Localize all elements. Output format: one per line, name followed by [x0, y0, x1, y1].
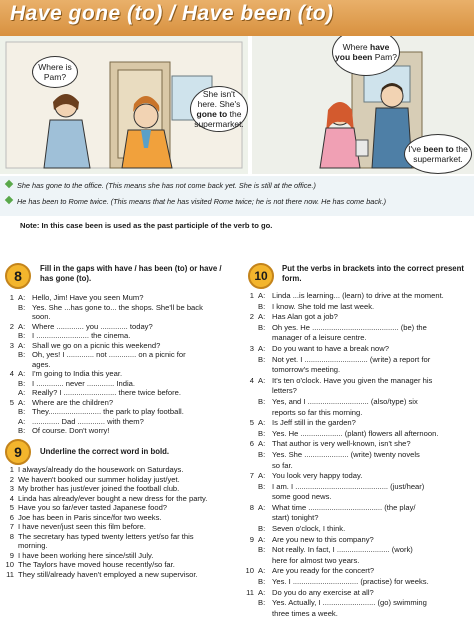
line-text: Not yet. I .............................. (write) a report for — [272, 354, 431, 364]
ex8-line — [4, 331, 236, 341]
speaker-label: A: — [258, 312, 266, 322]
ex9-line — [4, 465, 236, 475]
speaker-label: B: — [18, 302, 26, 312]
ex8-line — [4, 322, 236, 332]
speaker-label: A: — [258, 375, 266, 385]
line-text: I always/already do the housework on Saturdays. — [18, 465, 184, 474]
line-text: They......................... the park to play football. — [32, 407, 184, 416]
line-text: Yes. She ...has gone to... the shops. She'll be back — [32, 302, 203, 312]
ex10-line — [244, 566, 472, 577]
ex10-line — [244, 386, 472, 397]
speaker-label: B: — [258, 577, 266, 587]
line-text: here for almost two years. — [272, 555, 360, 565]
ex10-line — [244, 291, 472, 302]
line-text: reports so far this morning. — [272, 407, 363, 417]
line-text: Are you ready for the concert? — [272, 566, 375, 576]
item-number: 1 — [9, 293, 14, 302]
ex10-line — [244, 461, 472, 472]
ex10-line — [244, 545, 472, 556]
exercise-9-list — [4, 465, 236, 579]
ex9-line — [4, 522, 236, 532]
item-number: 10 — [5, 560, 14, 569]
item-number: 11 — [246, 587, 254, 597]
item-number: 11 — [6, 569, 14, 579]
bullet-diamond-icon — [5, 196, 13, 204]
ex10-line — [244, 482, 472, 493]
exercise-10-number-badge: 10 — [248, 263, 274, 289]
speaker-label: A: — [258, 534, 266, 544]
item-number: 7 — [249, 471, 254, 481]
speaker-label: B: — [258, 322, 266, 332]
item-number: 3 — [9, 484, 14, 493]
ex10-line — [244, 450, 472, 461]
speech-bubble-been-to — [404, 134, 472, 174]
line-text: I ............. never ............. India. — [32, 378, 135, 388]
ex10-line — [244, 397, 472, 408]
speaker-label: A: — [18, 397, 26, 407]
speaker-label: B: — [258, 524, 266, 534]
ex8-line — [4, 369, 236, 379]
item-number: 9 — [249, 534, 254, 544]
ex10-line — [244, 535, 472, 546]
line-text: The Taylors have moved house recently/so far. — [18, 560, 175, 569]
line-text: Yes. She ..................... (write) twenty novels — [272, 449, 420, 459]
illustration-right — [252, 36, 474, 174]
line-text: Shall we go on a picnic this weekend? — [32, 340, 161, 350]
ex10-line — [244, 556, 472, 567]
line-text: The secretary has typed twenty letters yet/so far this — [18, 531, 194, 541]
ex10-line — [244, 588, 472, 599]
ex10-line — [244, 429, 472, 440]
item-number: 7 — [9, 522, 14, 531]
speaker-label: B: — [258, 354, 266, 364]
exercise-8-instructions: Fill in the gaps with have / has been (to) or have / has gone (to). — [40, 264, 222, 283]
item-number: 5 — [249, 418, 254, 428]
line-text: Oh, yes! I ............. not ............. on a picnic for — [32, 350, 186, 359]
line-text: some good news. — [272, 492, 332, 502]
line-text: Really? I ......................... there twice before. — [32, 388, 181, 397]
item-number: 1 — [249, 291, 254, 300]
line-text: I am. I ............................................ (just/hear) — [272, 481, 425, 491]
exercise-8-list — [4, 293, 236, 436]
ex10-line — [244, 598, 472, 609]
ex10-line — [244, 513, 472, 524]
bubble-text: Where is Pam? — [38, 62, 72, 82]
line-text: My brother has just/ever joined the football club. — [18, 484, 180, 493]
ex8-line — [4, 293, 236, 303]
explanation-been-to: He has been to Rome twice. (This means that he has visited Rome twice; he is not there now. He has come back.) — [6, 197, 386, 206]
ex8-line — [4, 398, 236, 408]
ex8-line — [4, 379, 236, 389]
line-text: Of course. Don't worry! — [32, 426, 110, 435]
line-text: Oh yes. He ......................................... (be) the — [272, 322, 427, 332]
speech-bubble-where-is-pam — [32, 56, 78, 88]
line-text: Is Jeff still in the garden? — [272, 418, 356, 428]
line-text: I'm going to India this year. — [32, 369, 123, 378]
item-number: 6 — [249, 439, 254, 449]
line-text: Yes. He .................... (plant) flowers all afternoon. — [272, 428, 439, 438]
line-text: Joe has been in Paris since/for two weeks. — [18, 512, 162, 522]
ex10-line — [244, 408, 472, 419]
ex8-line — [4, 407, 236, 417]
page-title: Have gone (to) / Have been (to) — [10, 2, 334, 25]
item-number: 3 — [249, 343, 254, 353]
speaker-label: B: — [258, 449, 266, 459]
speaker-label: B: — [258, 545, 266, 555]
speaker-label: B: — [258, 396, 266, 406]
speaker-label: A: — [258, 343, 266, 353]
item-number: 2 — [249, 312, 254, 322]
item-number: 4 — [9, 369, 14, 378]
ex10-line — [244, 355, 472, 366]
line-text: What time ................................... (the play/ — [272, 502, 416, 512]
line-text: That author is very well-known, isn't she? — [272, 439, 411, 449]
speaker-label: B: — [258, 598, 266, 608]
illustration-left — [0, 36, 248, 174]
speaker-label: B: — [18, 331, 26, 340]
line-text: Yes. Actually, I ......................... (go) swimming — [272, 598, 427, 608]
ex10-line — [244, 333, 472, 344]
ex10-line — [244, 376, 472, 387]
item-number: 10 — [245, 566, 254, 576]
speaker-label: B: — [18, 407, 26, 416]
line-text: ............. Dad ............. with them? — [32, 416, 144, 426]
ex10-line — [244, 312, 472, 323]
line-text: It's ten o'clock. Have you given the manager his — [272, 375, 433, 385]
item-number: 8 — [249, 502, 254, 512]
line-text: We haven't booked our summer holiday just/yet. — [18, 474, 180, 484]
speaker-label: A: — [18, 416, 26, 426]
exercise-10-list — [244, 291, 472, 619]
speaker-label: A: — [258, 291, 266, 300]
exercise-9-instructions: Underline the correct word in bold. — [40, 447, 170, 456]
item-number: 8 — [9, 531, 14, 541]
item-number: 1 — [9, 465, 14, 474]
line-text: They still/already haven't employed a new supervisor. — [18, 569, 198, 579]
ex9-line — [4, 532, 236, 542]
speech-bubble-gone-to — [190, 86, 248, 132]
bubble-text: Where have you been Pam? — [335, 42, 397, 62]
ex10-line — [244, 323, 472, 334]
ex9-line — [4, 484, 236, 494]
ex8-line — [4, 360, 236, 370]
ex8-line — [4, 388, 236, 398]
speaker-label: B: — [18, 350, 26, 359]
line-text: Linda ...is learning... (learn) to drive at the moment. — [272, 291, 444, 300]
item-number: 3 — [9, 340, 14, 350]
speaker-label: A: — [258, 566, 266, 576]
ex9-line — [4, 503, 236, 513]
ex10-line — [244, 492, 472, 503]
item-number: 4 — [9, 493, 14, 503]
ex10-line — [244, 439, 472, 450]
ex8-line — [4, 312, 236, 322]
grammar-note: Note: In this case been is used as the past participle of the verb to go. — [20, 221, 273, 230]
line-text: Has Alan got a job? — [272, 312, 338, 322]
line-text: I have never/just seen this film before. — [18, 522, 146, 531]
line-text: I ......................... the cinema. — [32, 331, 131, 340]
line-text: manager of a leisure centre. — [272, 333, 367, 343]
line-text: letters? — [272, 386, 297, 396]
ex8-line — [4, 303, 236, 313]
line-text: Not really. In fact, I ......................... (work) — [272, 545, 413, 555]
ex9-line — [4, 513, 236, 523]
exercise-8-number-badge: 8 — [5, 263, 31, 289]
item-number: 2 — [9, 321, 14, 331]
line-text: Yes. I ............................... (practise) for weeks. — [272, 577, 429, 587]
ex10-line — [244, 418, 472, 429]
item-number: 9 — [9, 550, 14, 560]
ex9-line — [4, 560, 236, 570]
ex8-line — [4, 426, 236, 436]
title-bar — [0, 0, 474, 36]
line-text: I have been working here since/still July. — [18, 550, 154, 560]
bullet-diamond-icon — [5, 180, 13, 188]
line-text: ages. — [32, 359, 51, 369]
ex9-line — [4, 570, 236, 580]
ex8-line — [4, 350, 236, 360]
line-text: Yes, and I ............................. (also/type) six — [272, 396, 418, 406]
ex10-line — [244, 577, 472, 588]
exercise-10-instructions: Put the verbs in brackets into the correct present form. — [282, 264, 464, 283]
ex10-line — [244, 344, 472, 355]
line-text: Linda has already/ever bought a new dress for the party. — [18, 493, 208, 503]
speaker-label: A: — [18, 369, 26, 378]
line-text: Seven o'clock, I think. — [272, 524, 346, 534]
line-text: soon. — [32, 312, 51, 321]
ex10-line — [244, 609, 472, 620]
speaker-label: A: — [258, 471, 266, 481]
item-number: 5 — [9, 397, 14, 407]
ex10-line — [244, 302, 472, 313]
ex9-line — [4, 551, 236, 561]
line-text: Are you new to this company? — [272, 534, 374, 544]
line-text: I know. She told me last week. — [272, 301, 375, 311]
item-number: 2 — [9, 474, 14, 484]
speaker-label: B: — [18, 378, 26, 388]
speaker-label: A: — [18, 388, 26, 397]
ex8-line — [4, 417, 236, 427]
speaker-label: A: — [258, 502, 266, 512]
item-number: 5 — [9, 503, 14, 512]
line-text: tomorrow's meeting. — [272, 365, 341, 375]
ex10-line — [244, 365, 472, 376]
line-text: Where ............. you ............. today? — [32, 321, 153, 331]
item-number: 6 — [9, 512, 14, 522]
speaker-label: A: — [18, 340, 26, 350]
speaker-label: B: — [258, 301, 266, 311]
ex8-line — [4, 341, 236, 351]
explanation-gone-to: She has gone to the office. (This means she has not come back yet. She is still at the office.) — [6, 181, 316, 190]
ex10-line — [244, 471, 472, 482]
line-text: morning. — [18, 541, 48, 550]
line-text: Do you want to have a break now? — [272, 343, 389, 353]
exercise-9-number-badge: 9 — [5, 439, 31, 465]
bubble-text: I've been to the supermarket. — [408, 144, 468, 164]
speaker-label: B: — [18, 426, 26, 435]
speaker-label: B: — [258, 481, 266, 491]
explanation-panel — [0, 176, 474, 216]
speaker-label: A: — [258, 439, 266, 449]
speaker-label: B: — [258, 428, 266, 438]
ex10-line — [244, 503, 472, 514]
ex9-line — [4, 494, 236, 504]
bubble-text: She isn't here. She's gone to the supermarket. — [194, 89, 244, 129]
speaker-label: A: — [18, 293, 26, 302]
line-text: You look very happy today. — [272, 471, 363, 481]
line-text: so far. — [272, 460, 293, 470]
speaker-label: A: — [258, 587, 266, 597]
ex9-line — [4, 541, 236, 551]
line-text: Have you so far/ever tasted Japanese food? — [18, 503, 168, 512]
line-text: start) tonight? — [272, 513, 319, 523]
line-text: Where are the children? — [32, 397, 114, 407]
line-text: Hello, Jim! Have you seen Mum? — [32, 293, 144, 302]
line-text: three times a week. — [272, 608, 338, 618]
item-number: 4 — [249, 375, 254, 385]
ex10-line — [244, 524, 472, 535]
speaker-label: A: — [18, 321, 26, 331]
line-text: Do you do any exercise at all? — [272, 587, 374, 597]
speaker-label: A: — [258, 418, 266, 428]
ex9-line — [4, 475, 236, 485]
